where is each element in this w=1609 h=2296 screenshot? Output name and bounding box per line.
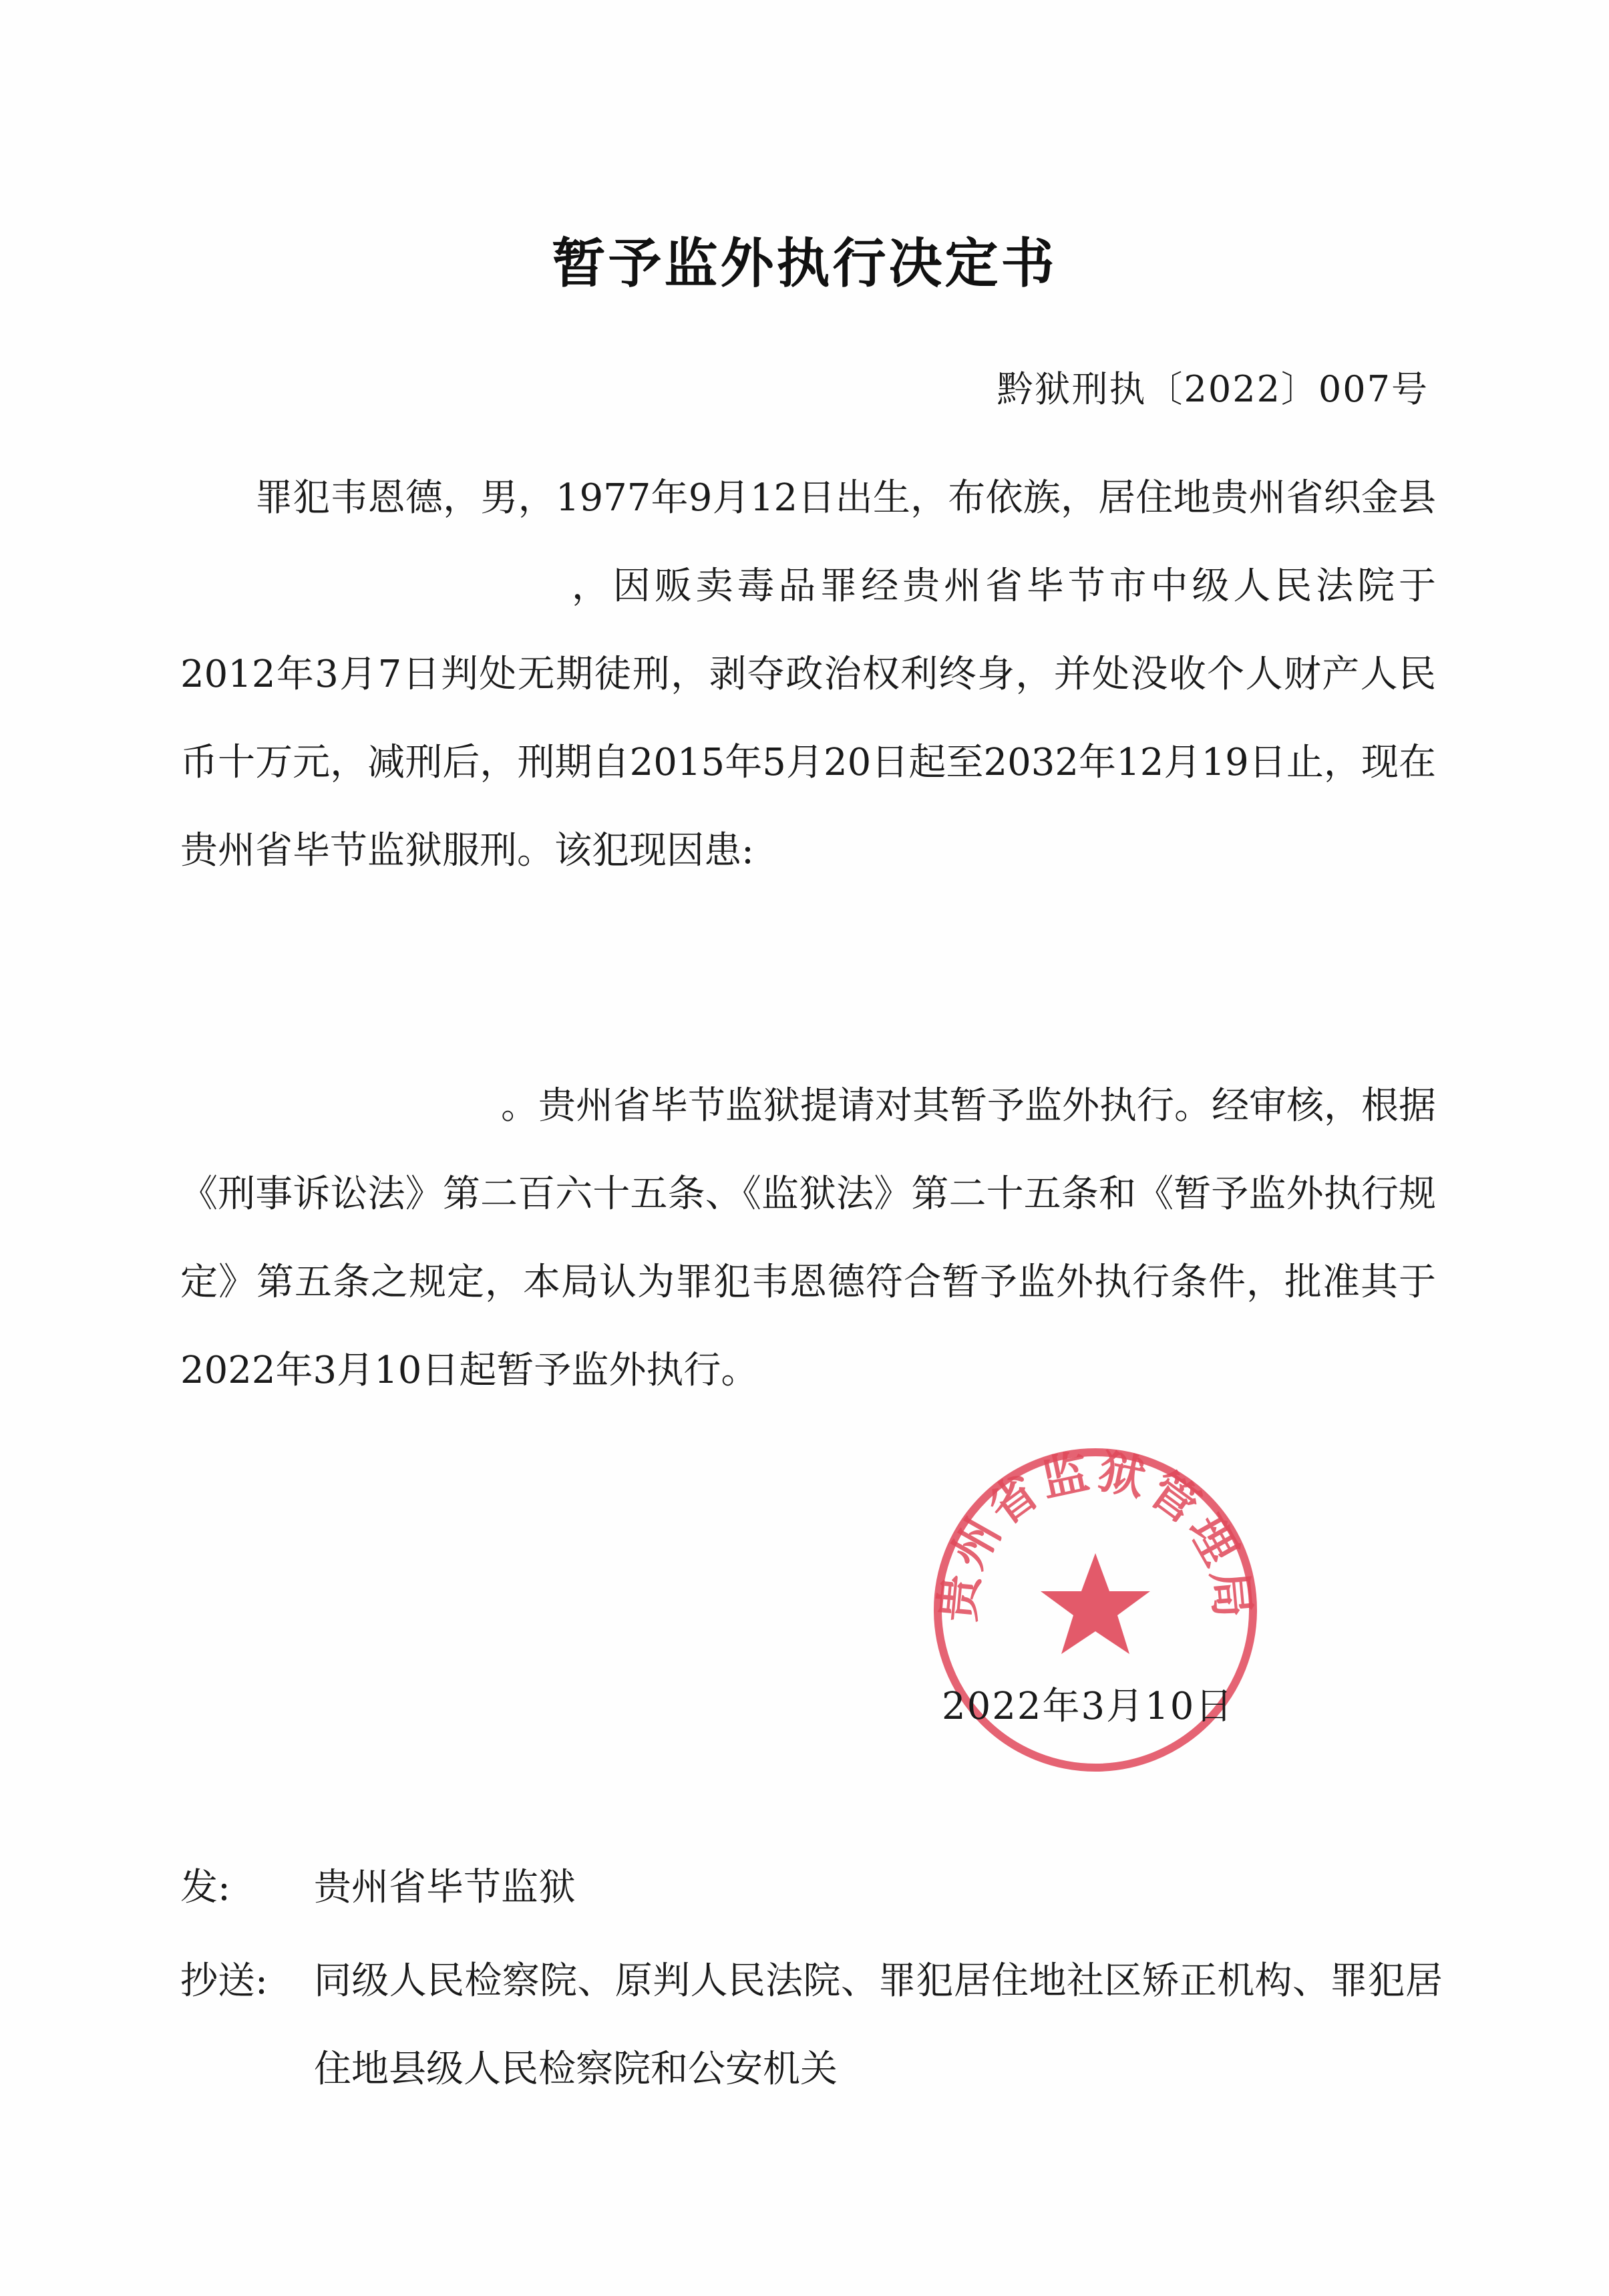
- send-label: 发:: [180, 1866, 230, 1909]
- cc-row: [180, 1937, 1443, 2114]
- svg-text:贵州省监狱管理局: 贵州省监狱管理局: [930, 1443, 1261, 1624]
- official-seal: [922, 1436, 1269, 1784]
- document-title: 暂予监外执行决定书: [552, 232, 1057, 295]
- seal-star-icon: [1041, 1553, 1150, 1654]
- paragraph-offender-info: [180, 454, 1436, 895]
- paragraph-decision: 。贵州省毕节监狱提请对其暂予监外执行。经审核，根据《刑事诉讼法》第二百六十五条、《监狱法》第二十五条和《暂予监外执行规定》第五条之规定，本局认为罪犯韦恩德符合暂予监外执行条件，批准其于2022年3月10日起暂予监外执行。: [180, 1084, 1436, 1392]
- cc-value: 同级人民检察院、原判人民法院、罪犯居住地社区矫正机构、罪犯居住地县级人民检察院和公安机关: [314, 1959, 1443, 2091]
- cc-label: 抄送:: [180, 1959, 268, 2003]
- document-date: 2022年3月10日: [942, 1685, 1234, 1728]
- paragraph-offender-info-part1: 罪犯韦恩德，男，1977年9月12日出生，布依族，居住地贵州省织金县: [255, 476, 1436, 520]
- document-number: 黔狱刑执〔2022〕007号: [997, 368, 1429, 410]
- send-value: 贵州省毕节监狱: [314, 1866, 576, 1909]
- send-to-row: [180, 1844, 1443, 1932]
- paragraph-offender-info-part2: ，因贩卖毒品罪经贵州省毕节市中级人民法院于2012年3月7日判处无期徒刑，剥夺政治权利终身，并处没收个人财产人民币十万元，减刑后，刑期自2015年5月20日起至2032年12月19日止，现在贵州省毕节监狱服刑。该犯现因患:: [180, 564, 1436, 872]
